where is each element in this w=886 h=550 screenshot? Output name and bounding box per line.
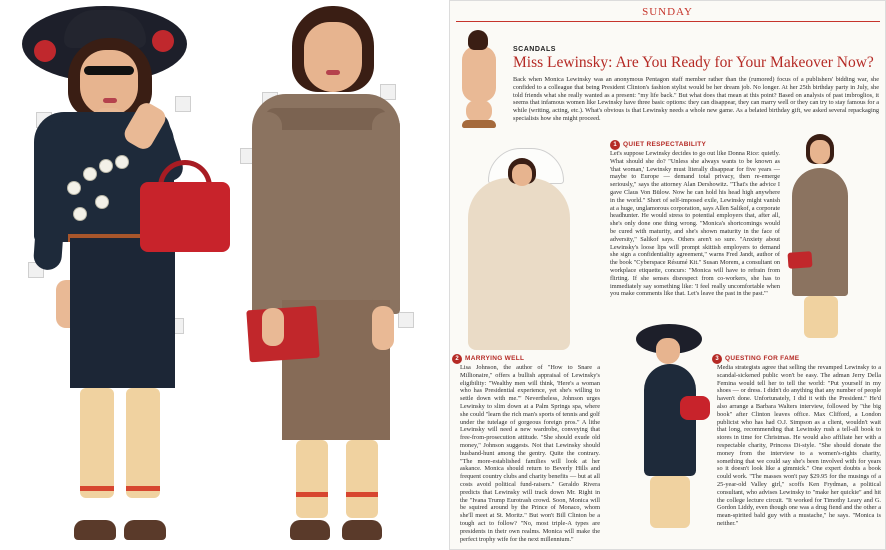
doll-hand-left: [262, 308, 284, 346]
hat-flower-right: [152, 30, 174, 52]
doll-shoe-right: [124, 520, 166, 540]
mini-doll-face: [810, 140, 830, 164]
navy-skirt: [70, 238, 175, 388]
section-title: QUESTING FOR FAME: [725, 355, 800, 362]
sock-stripe: [80, 486, 114, 491]
doll-leg-left: [80, 388, 114, 498]
mini-red-clutch: [787, 251, 812, 269]
flower-spray: [68, 182, 80, 194]
doll-shoe-right: [342, 520, 382, 540]
doll-tab: [175, 96, 191, 112]
doll-lips: [326, 70, 340, 75]
mini-doll-legs: [466, 100, 492, 122]
brown-sleeve-left: [254, 112, 282, 312]
section-number-badge: 2: [452, 354, 462, 364]
doll-shoe-left: [74, 520, 116, 540]
brown-sleeve-right: [372, 112, 400, 312]
mini-brown-suit: [792, 168, 848, 296]
wedding-gown: [468, 178, 570, 350]
doll-leg-left: [296, 440, 328, 518]
header-rule: [456, 21, 880, 22]
section-body: Lisa Johnson, the author of "How to Snare a Millionaire," offers a bullish appraisal of Lewinsky's eligibility: "Wealthy men will think, 'Here's a woman who has Presidential experience, yet she's willing to settle down with me.'" Nevertheless, Johnson urges Lewinsky to slim down at a Palm Springs spa, where she could "learn the rich man's sports of tennis and golf under the tutelage of gorgeous foreign pros." A lithe Lewinsky will need a new wardrobe, conveying that free-from-prosecution attitude. "She should exude old money," Johnson suggests. Not that Lewinsky should husband-hunt among the gentry. Quite the contrary. "The more-established families will look at her askance. Monica should return to Beverly Hills and frequent country clubs and charity benefits — but at all costs avoid political fund-raisers." Geraldo Rivera predicts that Lewinsky will track down Mr. Right in the "Ivana Trump Eurotrash crowd. Soon, Monica will be squired around by the Prince of Monaco, whom she'll meet at St. Moritz." But won't Bill Clinton be a tough act to follow? "No, most triple-A types are presidents in their own realms. Monica will make the perfect trophy wife for the next millennium.": [460, 364, 600, 543]
doll-tab: [398, 312, 414, 328]
red-handbag: [140, 182, 230, 252]
article-intro: Back when Monica Lewinsky was an anonymous Pentagon staff member rather than the (rumored) focus of a publishers' bidding war, she confided to a colleague that being President Clinton's fashion stylist would be her dream job. No longer. At her 25th birthday party in July, she told friends what she really wanted as a present: "my life back." But what does that mean at this point? Based on analysis of past imbroglios, it seems that infamous women like Lewinsky have three basic options: they can disappear, they can marry well or they can try to stay famous for a while (writing, acting, etc.). What's obvious is that Lewinsky needs a whole new game. As a belated birthday gift, we asked several repackaging specialists how she might proceed.: [513, 76, 879, 122]
flower-spray: [116, 156, 128, 168]
sock-stripe: [126, 486, 160, 491]
flower-spray: [100, 160, 112, 172]
mini-navy-outfit: [644, 364, 696, 476]
sunglasses: [84, 66, 134, 75]
doll-shoe-left: [290, 520, 330, 540]
article-headline: Miss Lewinsky: Are You Ready for Your Makeover Now?: [513, 54, 874, 71]
mini-red-handbag: [680, 396, 710, 420]
sock-stripe: [296, 492, 328, 497]
mini-doll-shoes: [462, 120, 496, 128]
doll-face: [304, 22, 362, 92]
article-kicker: SCANDALS: [513, 46, 556, 53]
hat-flower-left: [34, 40, 56, 62]
mini-doll-face: [512, 164, 532, 186]
section-body: Media strategists agree that selling the revamped Lewinsky to a scandal-sickened public won't be easy. The adman Jerry Della Femina would tell her to tell the world: "Put yourself in my shoes — or dress. I didn't do anything that any number of people haven't done. Unfortunately, I did it with the President." He'd also arrange a Barbara Walters interview, followed by "the big book" after Clinton leaves office. Max Clifford, a London publicist who has had O.J. Simpson as a client, wouldn't wait that long, recommending that Lewinsky rush a tell-all book to stores in time for Christmas. He would also affiliate her with a respectable charity, Princess Di-style. "She should donate the money from the interview to a women's-rights charity, something that we could say she's been involved with for years so it doesn't look like a gimmick." One expert doubts a book could work. "The masses won't pay $29.95 for the musings of a 25-year-old Valley girl," scoffs Ken Frydman, a political consultant, who advises Lewinsky to "make her quickie" and hit the college lecture circuit. "It worked for Timothy Leary and G. Gordon Liddy, even though one was a drug fiend and the other a mean-spirited bald guy with a mustache," he says. "Monica is neither.": [717, 364, 881, 527]
section-number-badge: 3: [712, 354, 722, 364]
sock-stripe: [346, 492, 378, 497]
section-label: SUNDAY: [642, 6, 693, 18]
section-number-badge: 1: [610, 140, 620, 150]
section-title: QUIET RESPECTABILITY: [623, 141, 707, 148]
mini-doll-figure: [462, 46, 496, 102]
section-body: Let's suppose Lewinsky decides to go out like Donna Rice: quietly. What should she do? "Unless she always wants to be known as 'that woman,' Lewinsky must literally disappear for five years — maybe to Europe — demand total privacy, then re-emerge seriously," says the attorney Alan Dershowitz. "That's the advice I gave Claus Von Bülow. Now he can hold his head high anywhere in the world." Short of self-imposed exile, Lewinsky might vanish at a huge, unglamorous corporation, says Allen Salikof, a corporate headhunter. He would stress to potential employers that, after all, she's only done one thing wrong. "Monica's shortcomings would be cured with maturity, and she's shown maturity in the face of adversity," Salikof says. Others aren't so sure. "Anxiety about Lewinsky's loose lips will prompt skittish employers to demand she sign a confidentiality agreement," warns Fred Jandt, author of the book "Cyberspace Résumé Kit." Susan Morem, a consultant on workplace etiquette, concurs: "Monica will have to refrain from flirting. If she senses disrespect from co-workers, she has to immediately say something like: 'I feel really uncomfortable when you make comments like that. Let's leave the past in the past.'": [610, 150, 780, 298]
mini-doll-hair: [468, 30, 488, 50]
flower-spray: [96, 196, 108, 208]
doll-hand-right: [372, 306, 394, 350]
section-title: MARRYING WELL: [465, 355, 525, 362]
flower-spray: [84, 168, 96, 180]
jacket-ruffle: [265, 108, 387, 130]
doll-lips: [103, 98, 117, 103]
paper-doll-navy-outfit: [0, 0, 240, 550]
doll-leg-right: [126, 388, 160, 498]
mini-doll-legs: [804, 296, 838, 338]
mini-doll-legs: [650, 476, 690, 528]
mini-doll-face: [656, 338, 680, 364]
doll-leg-right: [346, 440, 378, 518]
doll-face: [80, 50, 138, 116]
flower-spray: [74, 208, 86, 220]
